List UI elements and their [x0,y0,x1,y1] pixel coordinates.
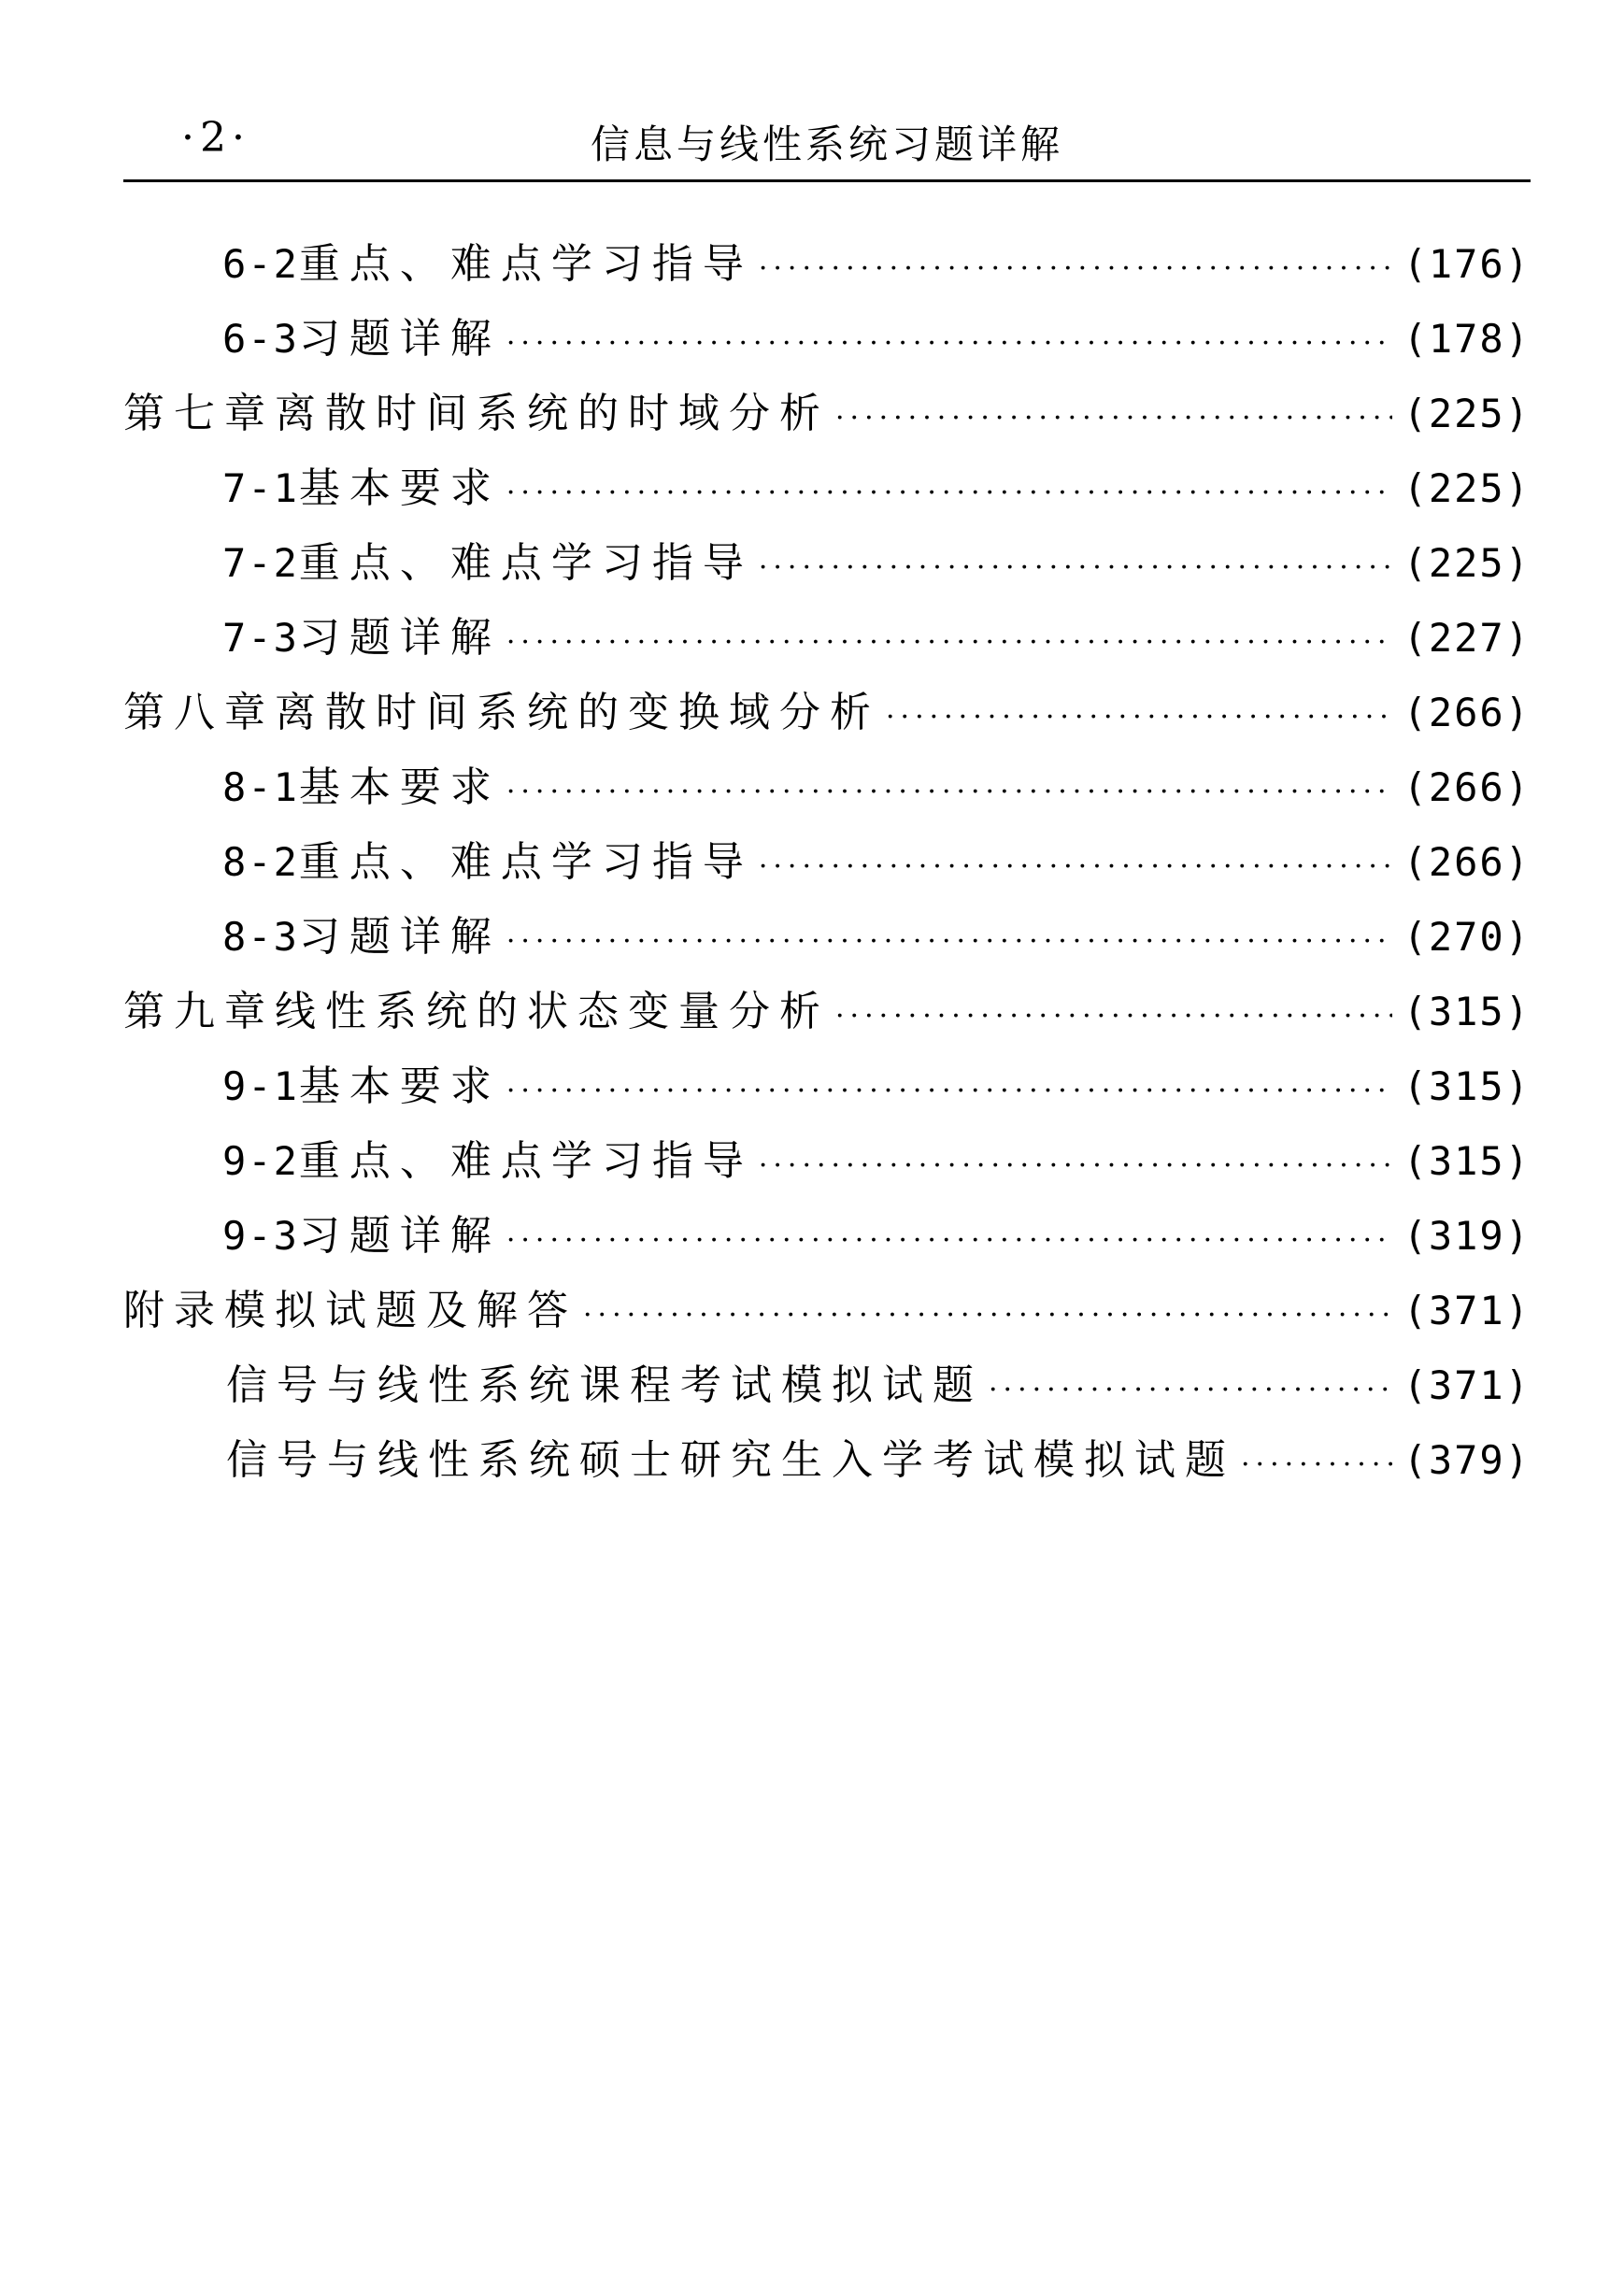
page-header [123,105,1531,170]
entry-title: 基本要求 [298,763,501,811]
section-number: 7-1 [222,465,299,511]
toc-entry[interactable] [123,1426,1531,1501]
entry-title: 习题详解 [298,1212,501,1260]
entry-page: (371) [1403,1288,1531,1333]
dot-leader [506,626,1392,659]
entry-page: (225) [1403,391,1531,436]
entry-page: (266) [1403,839,1531,885]
dot-leader [759,1149,1392,1182]
entry-page: (225) [1403,465,1531,511]
dot-leader [583,1299,1392,1332]
dot-leader [1241,1448,1392,1481]
dot-leader [759,252,1392,285]
toc-entry[interactable] [123,529,1531,604]
toc-chapter[interactable] [123,977,1531,1052]
toc-entry[interactable] [123,1052,1531,1127]
chapter-label: 第八章 [123,689,275,736]
toc-chapter[interactable] [123,379,1531,454]
section-number: 8-1 [222,764,299,810]
toc-entry[interactable] [123,828,1531,903]
dot-leader [759,551,1392,584]
entry-page: (379) [1403,1437,1531,1483]
table-of-contents [123,230,1531,1501]
toc-entry[interactable] [123,1202,1531,1276]
appendix-label: 附录 [123,1287,224,1334]
entry-title: 信号与线性系统硕士研究生入学考试模拟试题 [226,1436,1235,1484]
entry-page: (371) [1403,1362,1531,1408]
toc-entry[interactable] [123,230,1531,305]
page-number: ·2· [181,114,250,162]
entry-page: (266) [1403,690,1531,735]
entry-page: (176) [1403,241,1531,287]
entry-page: (266) [1403,764,1531,810]
dot-leader [989,1374,1392,1406]
dot-leader [506,1075,1392,1107]
entry-page: (319) [1403,1213,1531,1259]
entry-page: (178) [1403,316,1531,362]
entry-title: 离散时间系统的时域分析 [275,390,830,437]
toc-entry[interactable] [123,305,1531,379]
section-number: 7-2 [222,540,299,586]
entry-title: 习题详解 [298,315,501,363]
entry-title: 线性系统的状态变量分析 [275,988,830,1035]
dot-leader [506,327,1392,360]
dot-leader [506,1224,1392,1257]
entry-title: 习题详解 [298,913,501,961]
entry-page: (315) [1403,1138,1531,1184]
entry-title: 重点、难点学习指导 [298,1137,753,1185]
toc-entry[interactable] [123,753,1531,828]
dot-leader [886,701,1392,734]
entry-page: (225) [1403,540,1531,586]
dot-leader [506,925,1392,958]
section-number: 9-3 [222,1213,299,1259]
section-number: 6-2 [222,241,299,287]
toc-entry[interactable] [123,903,1531,977]
entry-title: 重点、难点学习指导 [298,240,753,288]
section-number: 9-2 [222,1138,299,1184]
toc-appendix[interactable] [123,1276,1531,1351]
entry-title: 重点、难点学习指导 [298,539,753,587]
toc-entry[interactable] [123,1127,1531,1202]
section-number: 8-3 [222,914,299,960]
entry-page: (227) [1403,615,1531,661]
running-title: 信息与线性系统习题详解 [590,121,1063,167]
dot-leader [759,850,1392,883]
header-rule [123,179,1531,182]
toc-entry[interactable] [123,604,1531,678]
section-number: 9-1 [222,1063,299,1109]
section-number: 7-3 [222,615,299,661]
entry-title: 信号与线性系统课程考试模拟试题 [226,1361,983,1409]
entry-title: 离散时间系统的变换域分析 [275,689,880,736]
entry-page: (270) [1403,914,1531,960]
entry-title: 习题详解 [298,614,501,662]
dot-leader [506,776,1392,808]
toc-entry[interactable] [123,454,1531,529]
entry-title: 基本要求 [298,1062,501,1110]
entry-page: (315) [1403,1063,1531,1109]
section-number: 6-3 [222,316,299,362]
dot-leader [835,402,1392,435]
toc-chapter[interactable] [123,678,1531,753]
entry-title: 模拟试题及解答 [224,1287,577,1334]
section-number: 8-2 [222,839,299,885]
chapter-label: 第七章 [123,390,275,437]
dot-leader [506,477,1392,509]
toc-entry[interactable] [123,1351,1531,1426]
entry-title: 重点、难点学习指导 [298,838,753,886]
chapter-label: 第九章 [123,988,275,1035]
entry-title: 基本要求 [298,464,501,512]
dot-leader [835,1000,1392,1033]
entry-page: (315) [1403,989,1531,1034]
